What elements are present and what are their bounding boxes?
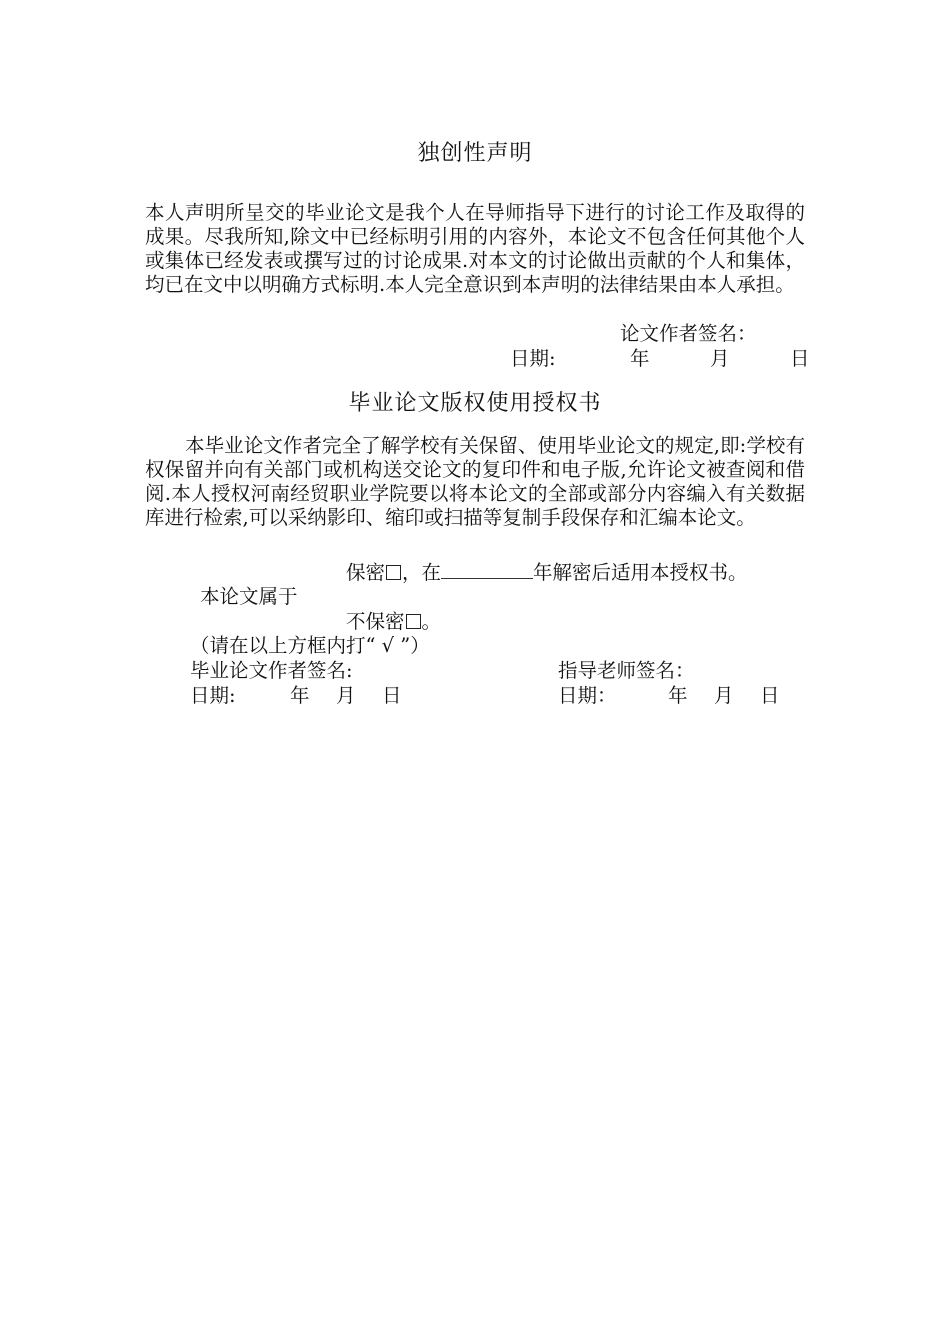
- secret-option-line: [346, 560, 748, 585]
- author-date-line: [190, 684, 402, 708]
- declaration-year-label: 年: [630, 347, 650, 370]
- declaration-date-label: 日期:: [510, 347, 556, 370]
- advisor-date-label: 日期：: [558, 684, 617, 707]
- secret-option-label: 保密: [346, 561, 386, 584]
- advisor-year-label: 年: [668, 684, 688, 707]
- author-month-label: 月: [336, 684, 356, 707]
- decrypt-year-blank[interactable]: [441, 560, 533, 579]
- declaration-title: 独创性声明: [417, 141, 533, 166]
- nonsecret-option-label: 不保密: [346, 610, 405, 633]
- declaration-date-line: [510, 347, 810, 371]
- advisor-signature-label: 指导老师签名：: [558, 659, 695, 682]
- declaration-day-label: 日: [790, 347, 810, 370]
- declaration-month-label: 月: [710, 347, 730, 370]
- belongs-label: 本论文属于: [200, 585, 298, 608]
- secret-option-suffix: 年解密后适用本授权书。: [533, 561, 748, 584]
- secret-checkbox[interactable]: [386, 565, 401, 580]
- declaration-signature-label: 论文作者签名：: [620, 322, 757, 345]
- author-signature-label: 毕业论文作者签名:: [190, 659, 353, 682]
- nonsecret-option-line: [346, 610, 441, 634]
- advisor-date-line: [558, 684, 780, 708]
- author-year-label: 年: [290, 684, 310, 707]
- nonsecret-option-suffix: 。: [421, 610, 442, 633]
- secret-option-mid: ，在: [402, 561, 442, 584]
- author-day-label: 日: [382, 684, 402, 707]
- author-date-label: 日期:: [190, 684, 236, 707]
- authorization-title: 毕业论文版权使用授权书: [348, 391, 602, 416]
- nonsecret-checkbox[interactable]: [406, 614, 421, 629]
- authorization-body: 本毕业论文作者完全了解学校有关保留、使用毕业论文的规定,即:学校有权保留并向有关部门或机构送交论文的复印件和电子版,允许论文被查阅和借阅.本人授权河南经贸职业学院要以将本论文的全部或部分内容编入有关数据库进行检索,可以采纳影印、缩印或扫描等复制手段保存和汇编本论文。: [145, 434, 805, 529]
- advisor-month-label: 月: [714, 684, 734, 707]
- advisor-day-label: 日: [760, 684, 780, 707]
- checkbox-instruction: （请在以上方框内打“ √ ”）: [190, 634, 430, 657]
- declaration-body: 本人声明所呈交的毕业论文是我个人在导师指导下进行的讨论工作及取得的成果。尽我所知,除文中已经标明引用的内容外，本论文不包含任何其他个人或集体已经发表或撰写过的讨论成果.对本文的讨论做出贡献的个人和集体，均已在文中以明确方式标明.本人完全意识到本声明的法律结果由本人承担。: [145, 201, 805, 296]
